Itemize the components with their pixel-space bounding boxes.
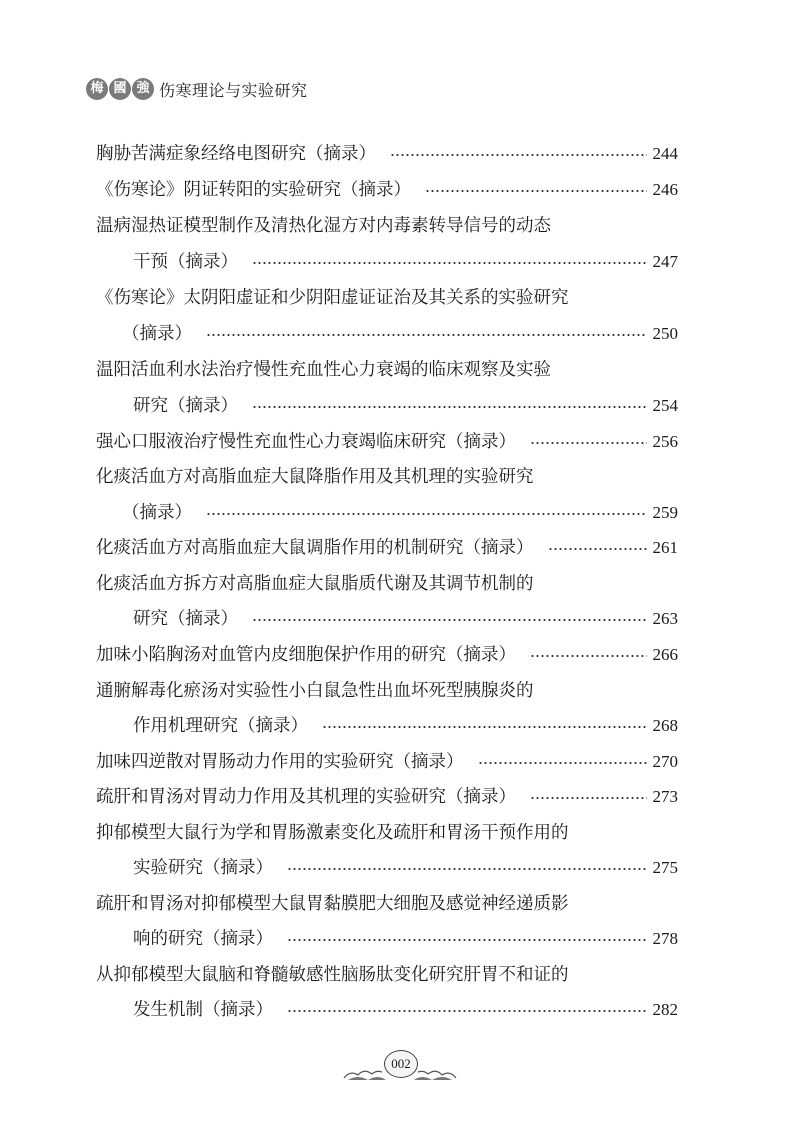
- toc-entry-title: 化痰活血方对高脂血症大鼠调脂作用的机制研究（摘录）: [96, 538, 534, 558]
- toc-entry-page: 266: [652, 645, 678, 664]
- toc-entry-first-line[interactable]: [96, 356, 678, 386]
- toc-entry-first-line[interactable]: [96, 463, 678, 493]
- toc-entry-title: 《伤寒论》阴证转阳的实验研究（摘录）: [96, 180, 411, 200]
- toc-entry[interactable]: [96, 534, 678, 564]
- toc-entry-title: （摘录）: [122, 324, 192, 344]
- toc-entry-page: 275: [652, 858, 678, 877]
- toc-leader-dots: [252, 618, 647, 622]
- toc-entry-continuation[interactable]: [133, 605, 678, 635]
- toc-entry-continuation[interactable]: [133, 996, 678, 1026]
- toc-entry-first-line[interactable]: [96, 890, 678, 920]
- toc-leader-dots: [390, 153, 647, 157]
- toc-leader-dots: [252, 405, 647, 409]
- toc-entry-continuation[interactable]: [122, 499, 678, 529]
- toc-entry-title: 发生机制（摘录）: [133, 1000, 273, 1020]
- toc-entry-title: 通腑解毒化瘀汤对实验性小白鼠急性出血坏死型胰腺炎的: [96, 681, 534, 701]
- toc-leader-dots: [287, 938, 647, 942]
- toc-leader-dots: [322, 725, 647, 729]
- toc-entry-page: 246: [652, 180, 678, 199]
- toc-entry-page: 259: [652, 503, 678, 522]
- toc-entry-title: 加味四逆散对胃肠动力作用的实验研究（摘录）: [96, 752, 464, 772]
- toc-entry-continuation[interactable]: [133, 712, 678, 742]
- toc-entry-first-line[interactable]: [96, 570, 678, 600]
- toc-entry[interactable]: [96, 428, 678, 458]
- book-title: 伤寒理论与实验研究: [159, 80, 308, 100]
- logo-seal-1: 梅: [86, 78, 108, 100]
- toc-entry-continuation[interactable]: [133, 248, 678, 278]
- toc-entry-title: 疏肝和胃汤对胃动力作用及其机理的实验研究（摘录）: [96, 787, 516, 807]
- toc-entry-page: 244: [652, 144, 678, 163]
- toc-leader-dots: [252, 261, 647, 265]
- toc-entry-title: 研究（摘录）: [133, 396, 238, 416]
- toc-leader-dots: [530, 796, 647, 800]
- toc-entry-first-line[interactable]: [96, 284, 678, 314]
- toc-entry-first-line[interactable]: [96, 212, 678, 242]
- toc-leader-dots: [530, 441, 647, 445]
- toc-entry-title: 从抑郁模型大鼠脑和脊髓敏感性脑肠肽变化研究肝胃不和证的: [96, 965, 569, 985]
- book-logo: [86, 78, 155, 100]
- toc-leader-dots: [206, 512, 647, 516]
- toc-entry[interactable]: [96, 748, 678, 778]
- toc-leader-dots: [530, 654, 647, 658]
- toc-leader-dots: [548, 547, 647, 551]
- toc-entry-title: 作用机理研究（摘录）: [133, 716, 308, 736]
- toc-entry-continuation[interactable]: [133, 392, 678, 422]
- toc-entry[interactable]: [96, 176, 678, 206]
- toc-entry-title: 《伤寒论》太阴阳虚证和少阴阳虚证证治及其关系的实验研究: [96, 288, 569, 308]
- logo-seal-2: 國: [109, 78, 131, 100]
- toc-entry-title: 化痰活血方对高脂血症大鼠降脂作用及其机理的实验研究: [96, 467, 534, 487]
- toc-entry[interactable]: [96, 641, 678, 671]
- toc-leader-dots: [478, 761, 647, 765]
- toc-entry-title: 胸胁苦满症象经络电图研究（摘录）: [96, 144, 376, 164]
- toc-entry-title: 温病湿热证模型制作及清热化湿方对内毒素转导信号的动态: [96, 216, 551, 236]
- toc-entry-page: 254: [652, 396, 678, 415]
- toc-entry-page: 261: [652, 538, 678, 557]
- toc-entry[interactable]: [96, 783, 678, 813]
- toc-entry-continuation[interactable]: [133, 854, 678, 884]
- toc-leader-dots: [287, 1009, 647, 1013]
- toc-entry-title: 强心口服液治疗慢性充血性心力衰竭临床研究（摘录）: [96, 432, 516, 452]
- toc-entry-page: 270: [652, 752, 678, 771]
- toc-leader-dots: [425, 189, 647, 193]
- toc-entry-title: 化痰活血方拆方对高脂血症大鼠脂质代谢及其调节机制的: [96, 574, 534, 594]
- toc-entry-title: 温阳活血利水法治疗慢性充血性心力衰竭的临床观察及实验: [96, 360, 551, 380]
- running-header: [86, 76, 308, 102]
- toc-entry-page: 273: [652, 787, 678, 806]
- toc-entry[interactable]: [96, 140, 678, 170]
- toc-entry-continuation[interactable]: [122, 320, 678, 350]
- toc-entry-continuation[interactable]: [133, 925, 678, 955]
- toc-entry-first-line[interactable]: [96, 819, 678, 849]
- toc-entry-first-line[interactable]: [96, 961, 678, 991]
- toc-entry-page: 256: [652, 432, 678, 451]
- toc-entry-title: 实验研究（摘录）: [133, 858, 273, 878]
- toc-entry-page: 250: [652, 324, 678, 343]
- page-footer: [340, 1050, 460, 1090]
- toc-entry-page: 282: [652, 1000, 678, 1019]
- toc-entry-title: （摘录）: [122, 503, 192, 523]
- toc-entry-title: 加味小陷胸汤对血管内皮细胞保护作用的研究（摘录）: [96, 645, 516, 665]
- toc-leader-dots: [287, 867, 647, 871]
- toc-entry-title: 干预（摘录）: [133, 252, 238, 272]
- toc-entry-title: 研究（摘录）: [133, 609, 238, 629]
- logo-seal-3: 強: [132, 78, 154, 100]
- toc-entry-page: 268: [652, 716, 678, 735]
- toc-entry-first-line[interactable]: [96, 677, 678, 707]
- page-number: 002: [384, 1050, 418, 1078]
- toc-entry-title: 响的研究（摘录）: [133, 929, 273, 949]
- toc-entry-title: 疏肝和胃汤对抑郁模型大鼠胃黏膜肥大细胞及感觉神经递质影: [96, 894, 569, 914]
- toc-leader-dots: [206, 333, 647, 337]
- toc-entry-title: 抑郁模型大鼠行为学和胃肠激素变化及疏肝和胃汤干预作用的: [96, 823, 569, 843]
- toc-entry-page: 263: [652, 609, 678, 628]
- toc-entry-page: 278: [652, 929, 678, 948]
- toc-entry-page: 247: [652, 252, 678, 271]
